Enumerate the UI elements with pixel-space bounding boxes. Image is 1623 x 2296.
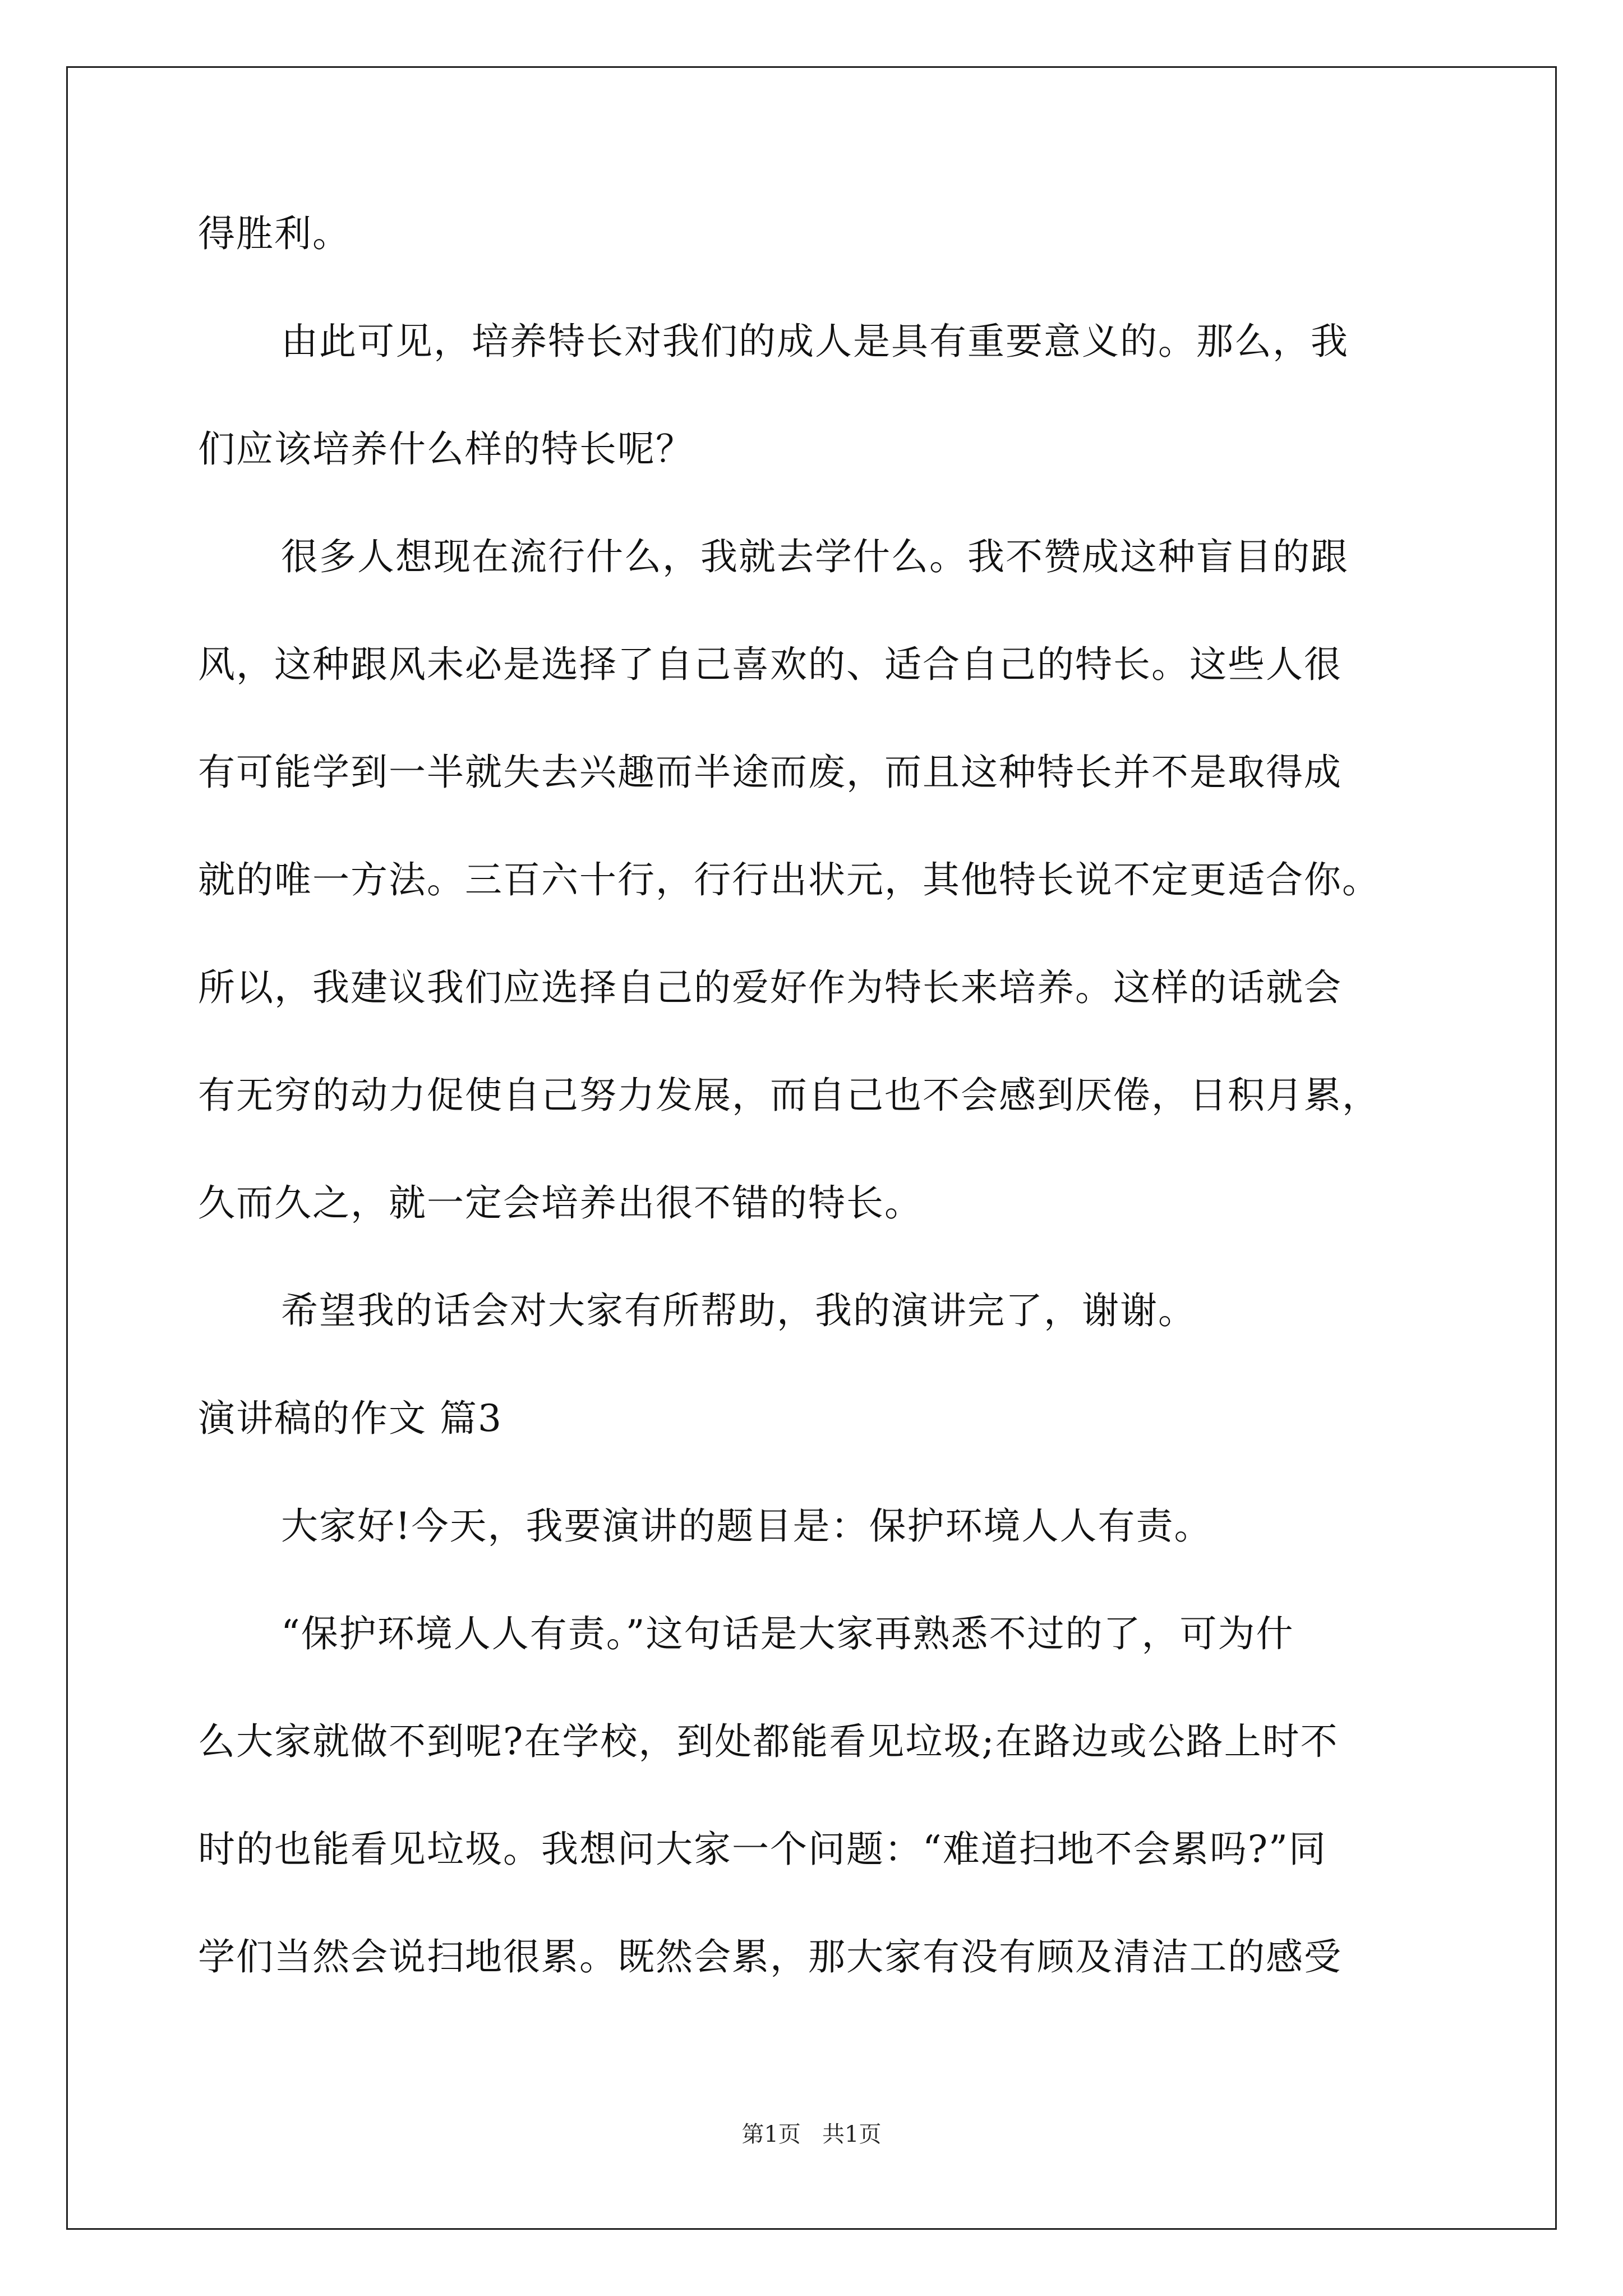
text-line: 时的也能看见垃圾。我想问大家一个问题：“难道扫地不会累吗?”同 (198, 1828, 1327, 1871)
document-body (198, 207, 1432, 1984)
text-line: 么大家就做不到呢?在学校，到处都能看见垃圾;在路边或公路上时不 (198, 1720, 1339, 1763)
text-line: 得胜利。 (198, 212, 351, 255)
paragraph-importance (198, 315, 1432, 476)
page-number-footer: 第1页 共1页 (741, 2122, 882, 2147)
text-line: 由此可见，培养特长对我们的成人是具有重要意义的。那么，我 (281, 320, 1349, 363)
text-line: 有可能学到一半就失去兴趣而半途而废，而且这种特长并不是取得成 (198, 751, 1342, 794)
paragraph-advice (198, 530, 1432, 1230)
text-line: 希望我的话会对大家有所帮助，我的演讲完了，谢谢。 (281, 1289, 1196, 1332)
text-line: 学们当然会说扫地很累。既然会累，那大家有没有顾及清洁工的感受 (198, 1935, 1342, 1978)
text-line: “保护环境人人有责。”这句话是大家再熟悉不过的了，可为什 (281, 1612, 1294, 1655)
text-line: 就的唯一方法。三百六十行，行行出状元，其他特长说不定更适合你。 (198, 858, 1380, 901)
text-line: 大家好!今天，我要演讲的题目是：保护环境人人有责。 (281, 1504, 1212, 1548)
paragraph-environment (198, 1607, 1432, 1984)
paragraph-closing (198, 1284, 1432, 1338)
section-heading-text: 演讲稿的作文 篇3 (198, 1397, 502, 1440)
paragraph-continuation (198, 207, 1432, 261)
text-line: 很多人想现在流行什么，我就去学什么。我不赞成这种盲目的跟 (281, 535, 1349, 578)
text-line: 们应该培养什么样的特长呢？ (198, 427, 694, 471)
text-line: 所以，我建议我们应选择自己的爱好作为特长来培养。这样的话就会 (198, 966, 1342, 1009)
section-heading (198, 1392, 1432, 1446)
paragraph-greeting (198, 1499, 1432, 1553)
text-line: 久而久之，就一定会培养出很不错的特长。 (198, 1181, 923, 1225)
text-line: 有无穷的动力促使自己努力发展，而自己也不会感到厌倦，日积月累， (198, 1074, 1380, 1117)
text-line: 风，这种跟风未必是选择了自己喜欢的、适合自己的特长。这些人很 (198, 643, 1342, 686)
